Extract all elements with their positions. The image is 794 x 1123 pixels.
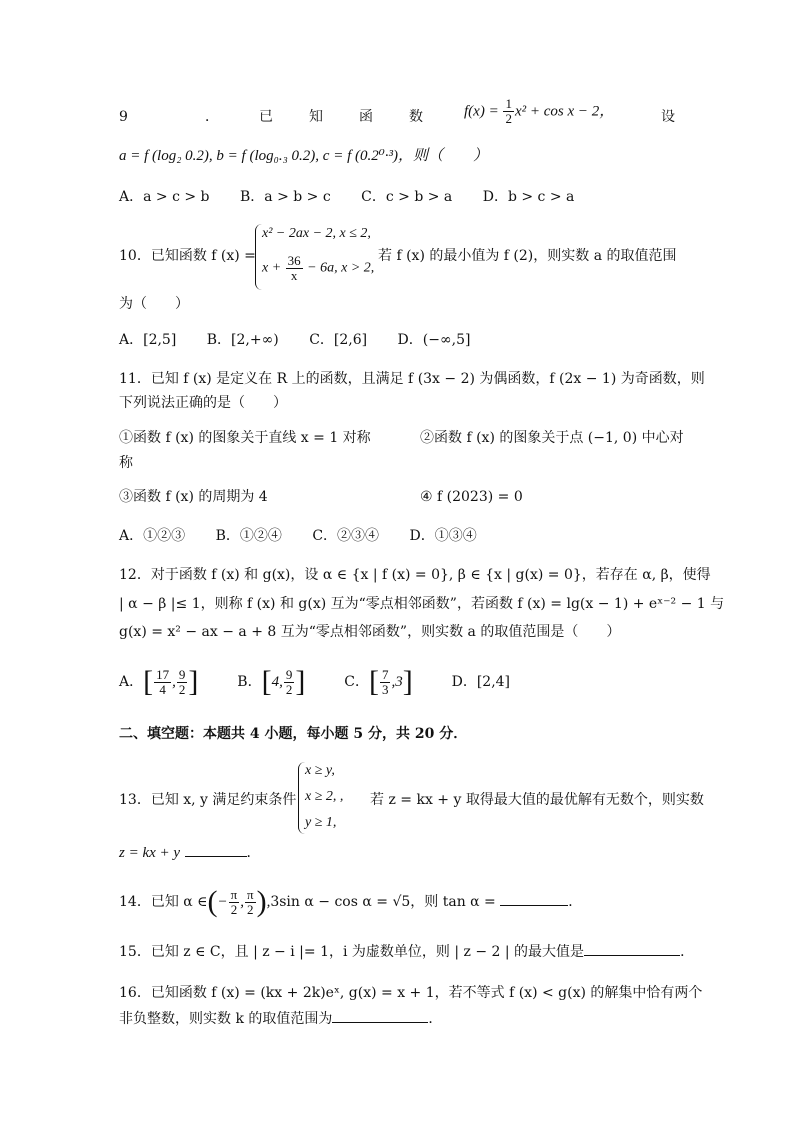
q9-formula: f(x) = $\frac{1}{2}$ x² + cos x − 2， (464, 96, 615, 126)
q12-line1: 12．对于函数 f (x) 和 g(x)，设 α ∈ {x | f (x) = 0}, β ∈ {x | g(x) = 0}，若存在 α, β，使得 (119, 567, 711, 583)
q9-option-c: C．c > b > a (361, 189, 453, 205)
q11-line1: 11．已知 f (x) 是定义在 R 上的函数，且满足 f (3x − 2) 为偶函数，f (2x − 1) 为奇函数，则 (119, 371, 705, 387)
q10-line1: 10．已知函数 f (x) = (119, 248, 256, 264)
q13-brace (298, 762, 305, 834)
q11-statement-1: ①函数 f (x) 的图象关于直线 x = 1 对称 (119, 430, 371, 446)
q11-option-c: C．②③④ (312, 528, 380, 544)
q11-statement-3: ③函数 f (x) 的周期为 4 (119, 489, 268, 505)
q9-option-a: A．a > c > b (119, 189, 210, 205)
q11-option-a: A．①②③ (119, 528, 186, 544)
q13-line2: z = kx + y ． (119, 842, 675, 863)
q12-line2: | α − β |≤ 1，则称 f (x) 和 g(x) 互为“零点相邻函数”，若函数 f (x) = lg(x − 1) + eˣ⁻² − 1 与 (119, 596, 725, 612)
q11-statement-2-wrap: 称 (119, 455, 133, 471)
q15-answer-blank[interactable] (584, 941, 680, 956)
q16-line2: 非负整数，则实数 k 的取值范围为 ． (119, 1008, 675, 1029)
section-fill-in-blank-heading: 二、填空题：本题共 4 小题，每小题 5 分，共 20 分． (119, 726, 468, 742)
q16-line1: 16．已知函数 f (x) = (kx + 2k)eˣ, g(x) = x + 1，若不等式 f (x) < g(x) 的解集中恰有两个 (119, 985, 703, 1001)
q15-line: 15．已知 z ∈ C，且 | z − i |= 1，i 为虚数单位，则 | z − 2 | 的最大值是 ． (119, 941, 675, 962)
q10-suffix: 若 f (x) 的最小值为 f (2)，则实数 a 的取值范围 (378, 248, 677, 264)
q14-answer-blank[interactable] (500, 891, 568, 906)
q9-number: 9 (119, 109, 128, 125)
q9-option-d: D．b > c > a (482, 189, 575, 205)
q12-options: A．[ $\frac{17}{4}$ , $\frac{9}{2}$ ] B．[4, $\frac{9}{2}$ ] C．[ $\frac{7}{3}$ ,3] D．[2,4] (119, 665, 511, 698)
q13-constraint-2: x ≥ 2, , (305, 789, 344, 804)
q14-line: 14．已知 α ∈(− $\frac{\pi}{2}$ , $\frac{\pi}{2}$ ),3sin α − cos α = √5，则 tan α = ． (119, 885, 583, 918)
q13-suffix: 若 z = kx + y 取得最大值的最优解有无数个，则实数 (370, 792, 704, 808)
q12-line3: g(x) = x² − ax − a + 8 互为“零点相邻函数”，则实数 a 的取值范围是（ ） (119, 624, 621, 640)
q10-options (119, 330, 675, 350)
q10-option-b: B．[2,+∞) (206, 332, 279, 348)
q9-options (119, 187, 675, 207)
q9-frac: $\frac{1}{2}$ (505, 96, 512, 126)
q9-option-b: B．a > b > c (239, 189, 331, 205)
q10-brace (255, 224, 262, 290)
q13-constraint-1: x ≥ y, (305, 763, 335, 778)
q11-options (119, 526, 675, 546)
q11-option-b: B．①②④ (215, 528, 282, 544)
q13-answer-blank[interactable] (185, 842, 247, 857)
q10-option-a: A．[2,5] (119, 332, 177, 348)
q13-constraint-3: y ≥ 1, (305, 815, 337, 830)
q10-case2: x + $\frac{36}{x}$ − 6a, x > 2, (262, 253, 375, 283)
q16-answer-blank[interactable] (332, 1008, 428, 1023)
q9-line1: 9 ． 已 知 函 数 f(x) = $\frac{1}{2}$ x² + cos x − 2， 设 (119, 96, 675, 126)
q11-line2: 下列说法正确的是（ ） (119, 395, 287, 411)
q11-statement-2: ②函数 f (x) 的图象关于点 (−1, 0) 中心对 (420, 430, 684, 446)
q10-option-c: C．[2,6] (309, 332, 368, 348)
q11-statement-4: ④ f (2023) = 0 (420, 489, 523, 505)
q10-line2: 为（ ） (119, 296, 189, 312)
q10-option-d: D．(−∞,5] (397, 332, 471, 348)
q13-prefix: 13．已知 x, y 满足约束条件 (119, 792, 297, 808)
q9-line2: a = f (log₂ 0.2), b = f (log₀.₃ 0.2), c = f (0.2⁰·³)，则（ ） (119, 148, 488, 164)
q10-case1: x² − 2ax − 2, x ≤ 2, (262, 226, 371, 241)
q11-option-d: D．①③④ (409, 528, 477, 544)
